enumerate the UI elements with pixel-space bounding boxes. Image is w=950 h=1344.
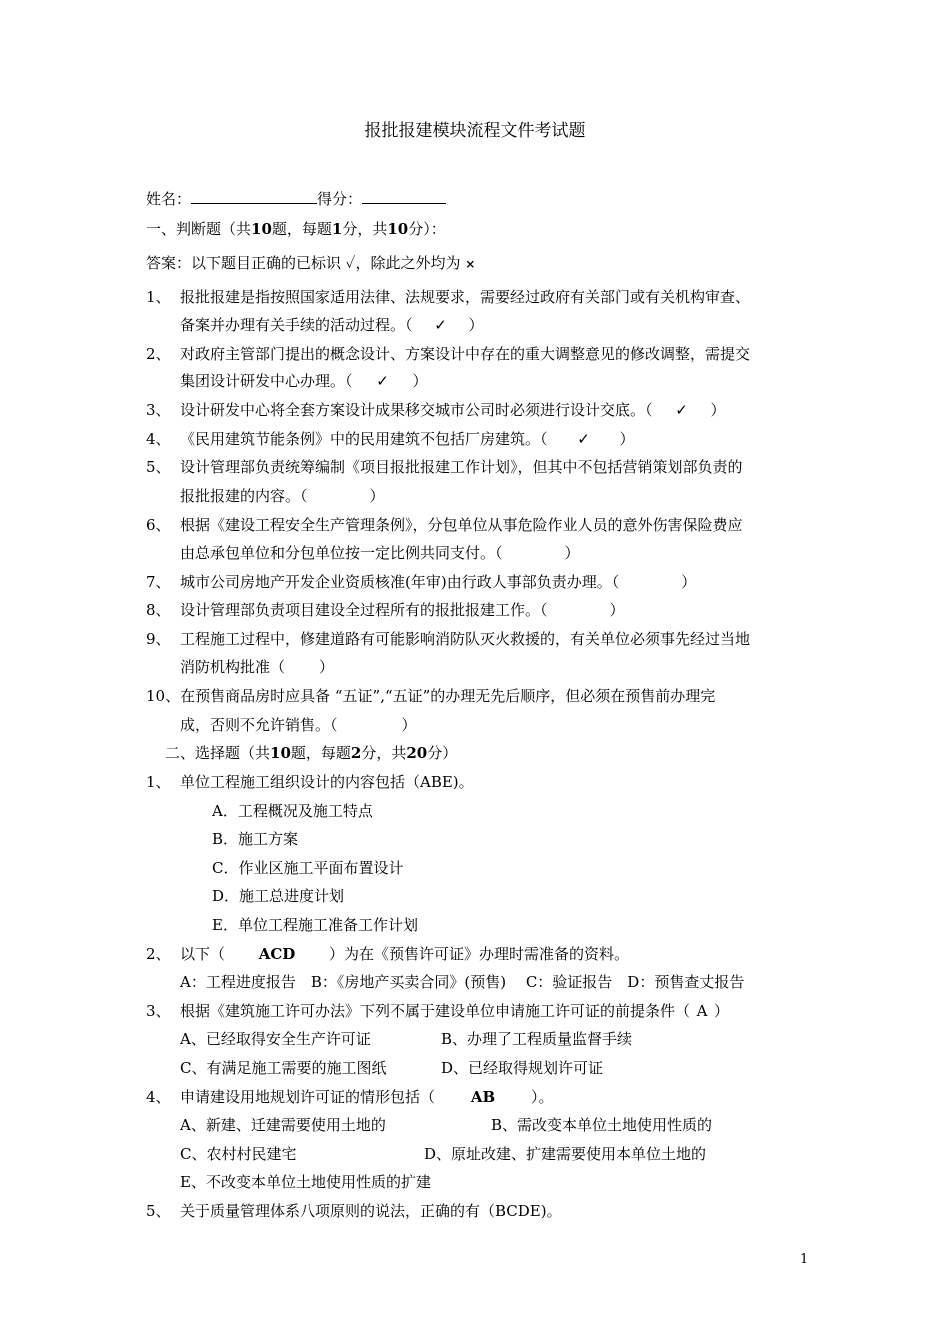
- section1-heading: 一、判断题（共10题，每题1分，共10分）：: [146, 220, 446, 238]
- section2-heading: 二、选择题（共10题，每题2分，共20分）: [165, 744, 458, 762]
- choice-4-answer: AB: [470, 1088, 496, 1106]
- choice-2-answer: ACD: [258, 945, 296, 963]
- choice-1-option-c: C．作业区施工平面布置设计: [212, 859, 404, 877]
- choice-3-option-d: D、已经取得规划许可证: [441, 1059, 604, 1077]
- choice-3-answer: A: [696, 1002, 708, 1020]
- judgement-4-mark: ✓: [577, 430, 590, 448]
- score-label: 得分：: [317, 190, 363, 208]
- judgement-2-line1: 2、 对政府主管部门提出的概念设计、方案设计中存在的重大调整意见的修改调整，需提交: [146, 345, 751, 363]
- choice-1-option-a: A．工程概况及施工特点: [212, 802, 373, 820]
- name-blank[interactable]: [191, 187, 317, 204]
- name-score-row: [146, 187, 446, 209]
- judgement-1-line2: 备案并办理有关手续的活动过程。（ ✓ ）: [180, 316, 484, 334]
- choice-4-option-c: C、农村村民建宅: [180, 1145, 297, 1163]
- judgement-5-line2: 报批报建的内容。（ ）: [180, 487, 385, 505]
- judgement-8: 8、 设计管理部负责项目建设全过程所有的报批报建工作。（ ）: [146, 601, 625, 619]
- page-title: 报批报建模块流程文件考试题: [364, 121, 586, 141]
- choice-2-options: A：工程进度报告 B：《房地产买卖合同》(预售) C：验证报告 D：预售查丈报告: [180, 973, 745, 991]
- judgement-10-line1: 10、在预售商品房时应具备 “五证”,“五证”的办理无先后顺序，但必须在预售前办理完: [146, 687, 716, 705]
- choice-1-option-e: E．单位工程施工准备工作计划: [212, 916, 418, 934]
- choice-2: 2、 以下（ ACD ）为在《预售许可证》办理时需准备的资料。: [146, 945, 630, 963]
- cross-icon: ×: [465, 257, 476, 271]
- judgement-10-line2: 成，否则不允许销售。（ ）: [180, 716, 417, 734]
- choice-4-option-d: D、原址改建、扩建需要使用本单位土地的: [424, 1145, 707, 1163]
- judgement-2-line2: 集团设计研发中心办理。（ ✓ ）: [180, 372, 428, 390]
- choice-4-option-a: A、新建、迁建需要使用土地的: [180, 1116, 386, 1134]
- choice-4-option-e: E、不改变本单位土地使用性质的扩建: [180, 1173, 431, 1191]
- judgement-5-line1: 5、 设计管理部负责统筹编制《项目报批报建工作计划》，但其中不包括营销策划部负责的: [146, 458, 743, 476]
- choice-1-option-b: B．施工方案: [212, 830, 299, 848]
- judgement-3: 3、 设计研发中心将全套方案设计成果移交城市公司时必须进行设计交底。（ ✓ ）: [146, 401, 726, 419]
- judgement-6-line1: 6、 根据《建设工程安全生产管理条例》，分包单位从事危险作业人员的意外伤害保险费应: [146, 516, 743, 534]
- judgement-9-line2: 消防机构批准（ ）: [180, 658, 335, 676]
- choice-4-option-b: B、需改变本单位土地使用性质的: [491, 1116, 713, 1134]
- choice-5: 5、 关于质量管理体系八项原则的说法，正确的有（BCDE)。: [146, 1202, 562, 1220]
- judgement-1-line1: 1、 报批报建是指按照国家适用法律、法规要求，需要经过政府有关部门或有关机构审查、: [146, 288, 751, 306]
- judgement-7: 7、 城市公司房地产开发企业资质核准(年审)由行政人事部负责办理。（ ）: [146, 573, 697, 591]
- choice-3-option-b: B、办理了工程质量监督手续: [441, 1030, 633, 1048]
- page-number: 1: [800, 1252, 809, 1267]
- judgement-1-mark: ✓: [434, 316, 447, 334]
- answer-note: 答案：以下题目正确的已标识 ✓，除此之外均为 ×: [146, 254, 476, 272]
- choice-4: 4、 申请建设用地规划许可证的情形包括（ AB ）。: [146, 1088, 554, 1106]
- judgement-4: 4、 《民用建筑节能条例》中的民用建筑不包括厂房建筑。（ ✓ ）: [146, 430, 635, 448]
- choice-3-option-c: C、有满足施工需要的施工图纸: [180, 1059, 387, 1077]
- judgement-3-mark: ✓: [675, 401, 688, 419]
- score-blank[interactable]: [362, 187, 446, 204]
- judgement-2-mark: ✓: [376, 372, 389, 390]
- name-label: 姓名：: [146, 190, 192, 208]
- choice-3: 3、 根据《建筑施工许可办法》下列不属于建设单位申请施工许可证的前提条件（ A ）: [146, 1002, 730, 1020]
- check-icon: ✓: [345, 254, 356, 272]
- choice-1: 1、 单位工程施工组织设计的内容包括（ABE)。: [146, 773, 474, 791]
- choice-3-option-a: A、已经取得安全生产许可证: [180, 1030, 371, 1048]
- judgement-6-line2: 由总承包单位和分包单位按一定比例共同支付。（ ）: [180, 544, 580, 562]
- choice-1-option-d: D．施工总进度计划: [212, 887, 345, 905]
- judgement-9-line1: 9、 工程施工过程中，修建道路有可能影响消防队灭火救援的，有关单位必须事先经过当地: [146, 630, 751, 648]
